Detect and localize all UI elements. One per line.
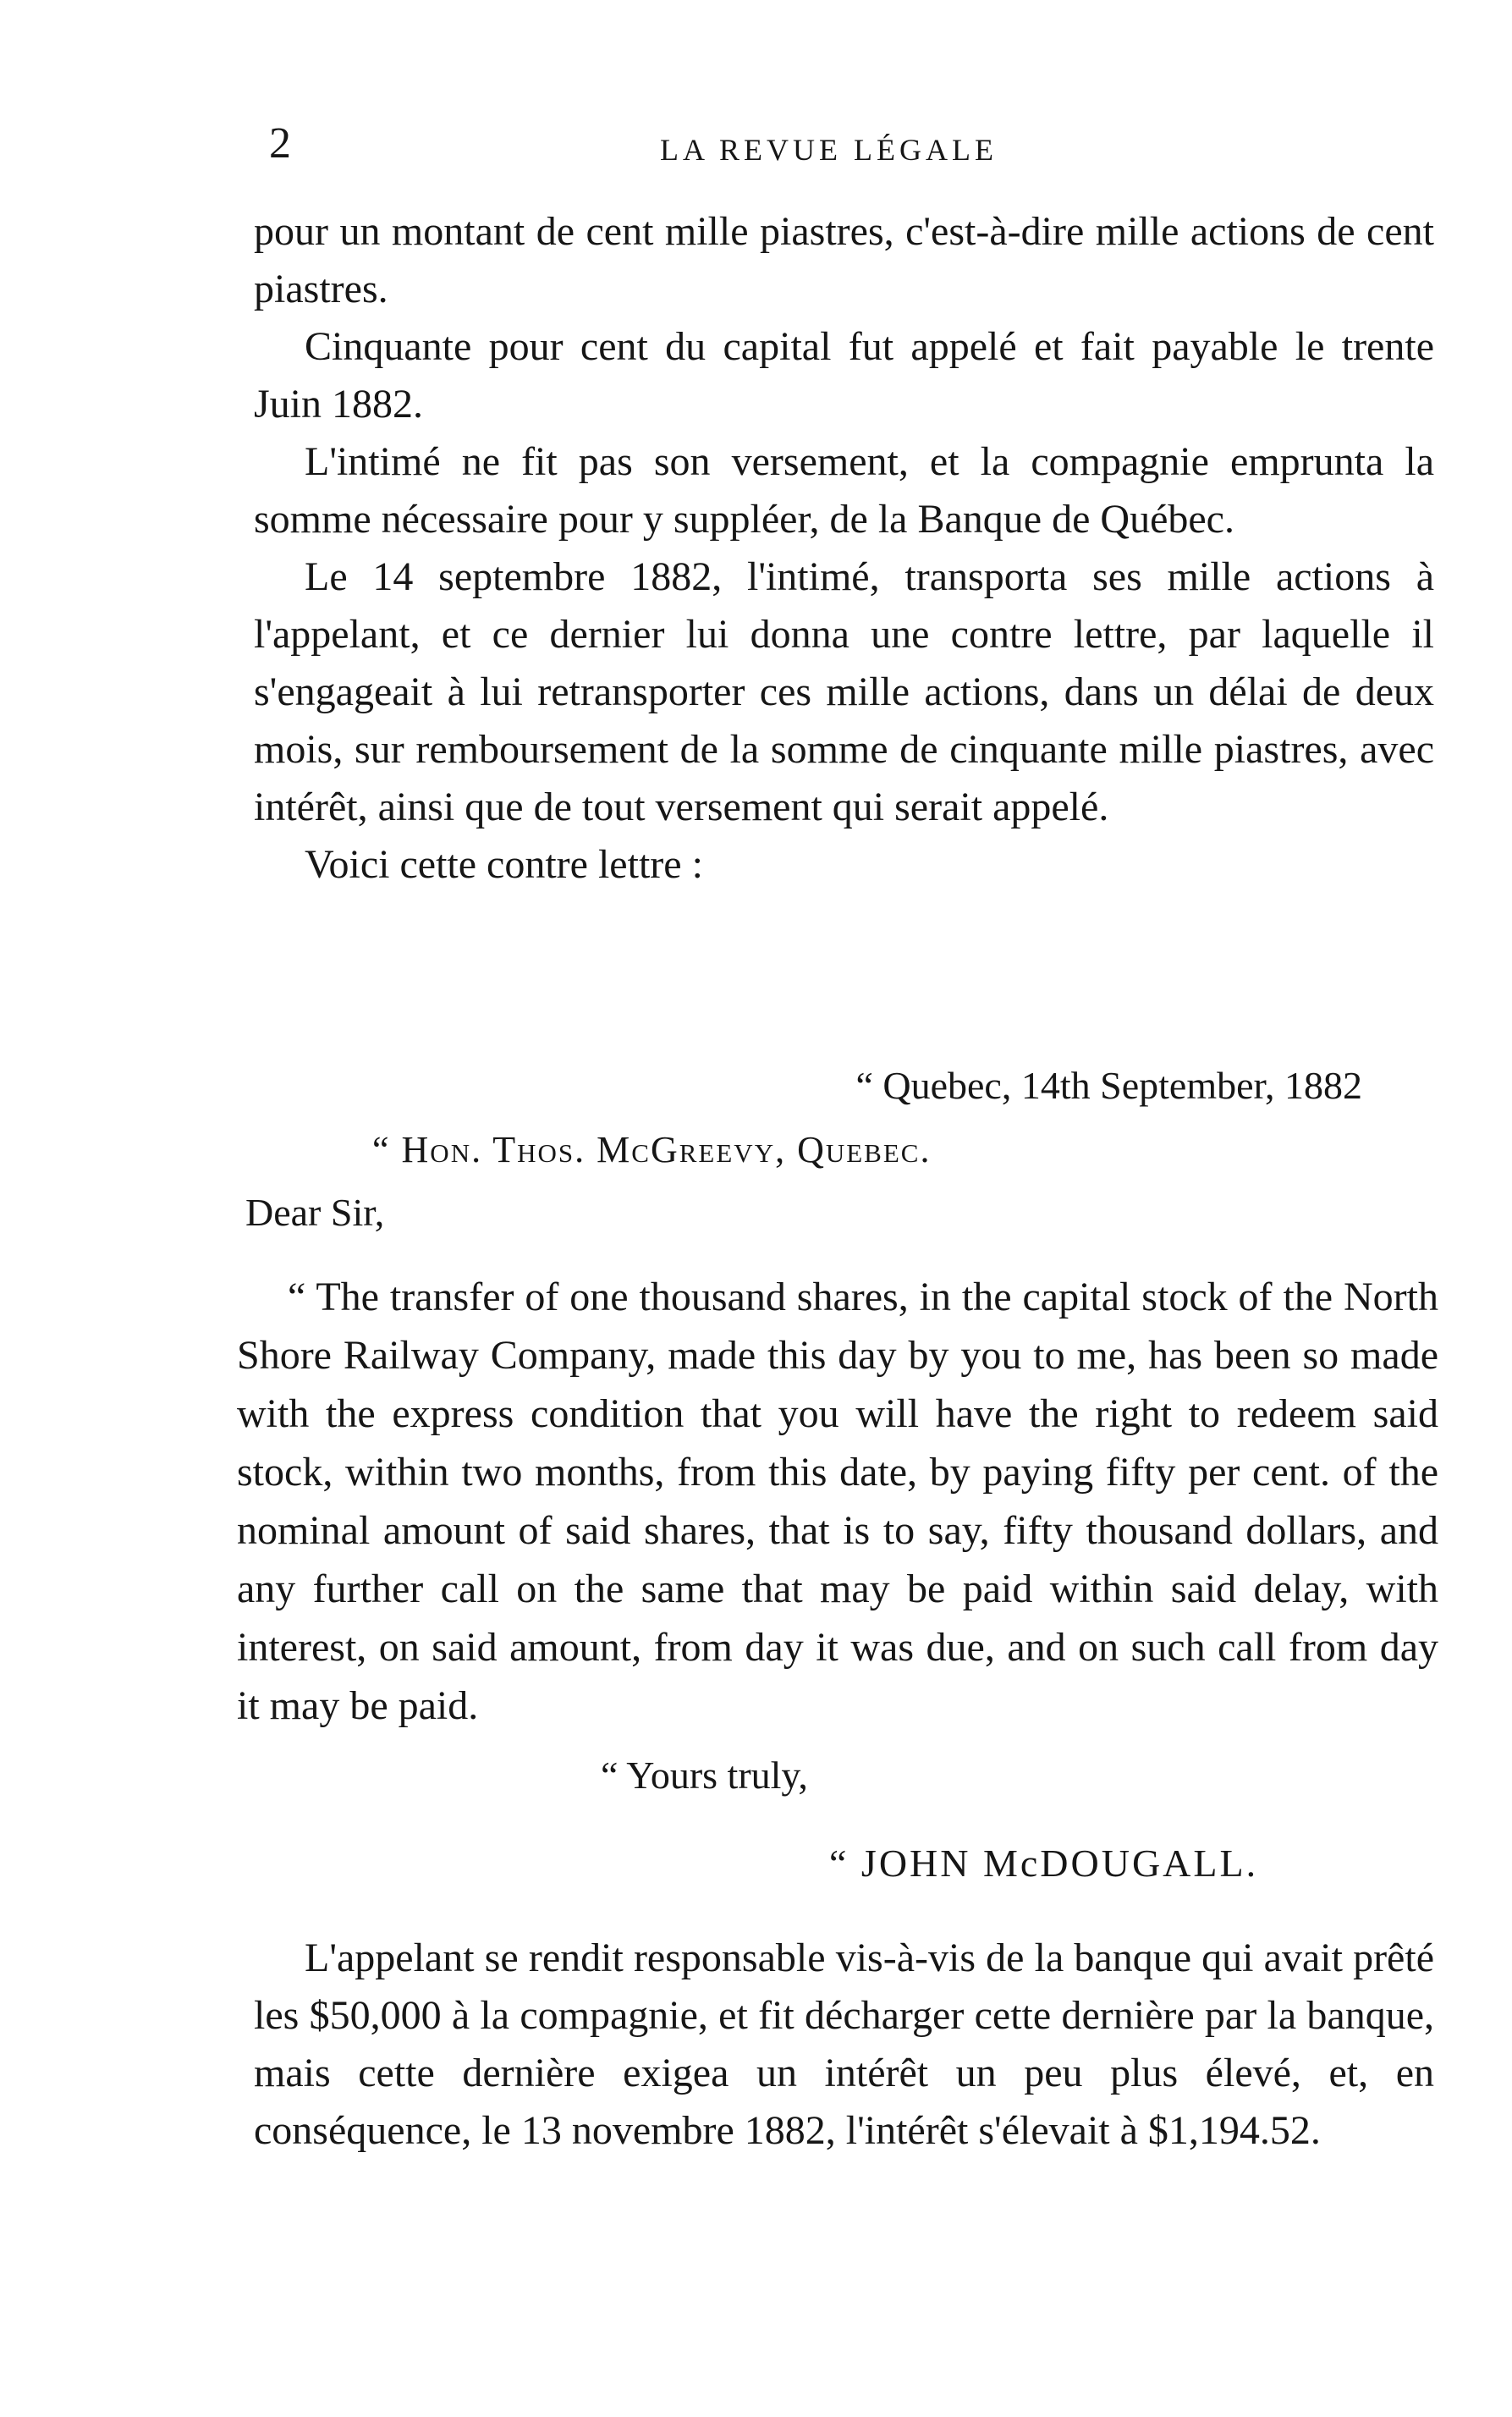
page-number: 2 [269, 119, 291, 168]
paragraph-3: L'intimé ne fit pas son versement, et la compagnie emprunta la somme nécessaire pour y suppléer, de la Banque de Québec. [254, 439, 1434, 542]
paragraph-5: Voici cette contre lettre : [305, 842, 703, 887]
closing-text [254, 1930, 1434, 2160]
page-header [254, 118, 1438, 186]
paragraph-1: pour un montant de cent mille piastres, c'est-à-dire mille actions de cent piastres. [254, 209, 1434, 311]
closing-paragraph: L'appelant se rendit responsable vis-à-vis de la banque qui avait prêté les $50,000 à la compagnie, et fit décharger cette dernière par la banque, mais cette dernière exigea un intérêt un peu plus élevé, et, en conséquence, le 13 novembre 1882, l'intérêt s'élevait à $1,194.52. [254, 1935, 1434, 2153]
running-head: LA REVUE LÉGALE [660, 133, 998, 167]
letter-body: “ The transfer of one thousand shares, in the capital stock of the North Shore Railway Company, made this day by you to me, has been so made with the express condition that you will have the right to redeem said stock, within two months, from this date, by paying fifty per cent. of the nominal amount of said shares, that is to say, fifty thousand dollars, and any further call on the same that may be paid within said delay, with interest, on said amount, from day it was due, and on such call from day it may be paid. [237, 1275, 1438, 1728]
counter-letter [237, 1058, 1438, 1891]
letter-addressee: “ Hon. Thos. McGreevy, Quebec. [372, 1129, 932, 1170]
paragraph-4: Le 14 septembre 1882, l'intimé, transporta ses mille actions à l'appelant, et ce dernier lui donna une contre lettre, par laquelle il s'engageait à lui retransporter ces mille actions, dans un délai de deux mois, sur remboursement de la somme de cinquante mille piastres, avec intérêt, ainsi que de tout versement qui serait appelé. [254, 554, 1434, 829]
letter-signature: “ JOHN McDOUGALL. [829, 1842, 1259, 1885]
body-text [254, 203, 1434, 894]
letter-closing: “ Yours truly, [601, 1754, 808, 1797]
letter-salutation: Dear Sir, [245, 1191, 385, 1234]
letter-date: “ Quebec, 14th September, 1882 [855, 1064, 1362, 1107]
paragraph-2: Cinquante pour cent du capital fut appelé et fait payable le trente Juin 1882. [254, 324, 1434, 427]
